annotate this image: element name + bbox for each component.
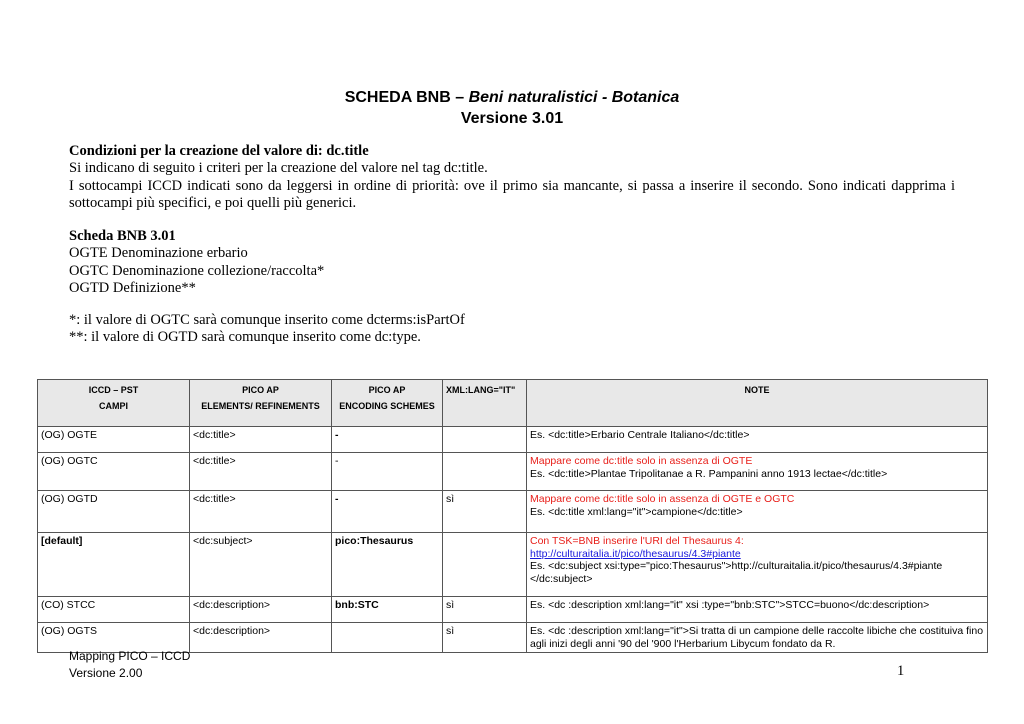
cell-scheme [332, 623, 443, 653]
header-pico-schemes [332, 380, 443, 427]
cell-campo: [default] [38, 533, 190, 597]
note-red-text: Mappare come dc:title solo in assenza di OGTE e OGTC [530, 493, 795, 505]
header-iccd [38, 380, 190, 427]
intro-heading: Condizioni per la creazione del valore di: dc.title [69, 143, 369, 159]
cell-lang [443, 533, 527, 597]
cell-scheme: pico:Thesaurus [332, 533, 443, 597]
intro-line-2: I sottocampi ICCD indicati sono da leggersi in ordine di priorità: ove il primo sia mancante, si passa a inserire il secondo. Sono indicati dapprima i sottocampi più specifici, e poi quelli più generici. [69, 177, 955, 211]
cell-element: <dc:subject> [190, 533, 332, 597]
title-prefix: SCHEDA BNB – [344, 89, 469, 106]
cell-lang [443, 453, 527, 491]
cell-scheme: - [332, 491, 443, 533]
title-italic: Beni naturalistici - Botanica [468, 89, 680, 106]
cell-scheme: - [332, 453, 443, 491]
header-note: NOTE [527, 380, 988, 427]
cell-lang: sì [443, 623, 527, 653]
header-pico-elements-line1: PICO AP [242, 385, 279, 395]
cell-campo: (OG) OGTC [38, 453, 190, 491]
note-1: *: il valore di OGTC sarà comunque inserito come dcterms:isPartOf [69, 312, 465, 328]
footer-line-1: Mapping PICO – ICCD [69, 649, 191, 663]
cell-element: <dc:description> [190, 623, 332, 653]
scheda-item: OGTE Denominazione erbario [69, 245, 248, 262]
intro-line-1: Si indicano di seguito i criteri per la creazione del valore nel tag dc:title. [69, 160, 488, 177]
footer-line-2: Versione 2.00 [69, 666, 143, 680]
note-red-text: Con TSK=BNB inserire l'URI del Thesaurus 4: [530, 535, 744, 547]
header-pico-elements-line2: ELEMENTS/ REFINEMENTS [201, 400, 320, 411]
table-header-row [38, 380, 988, 427]
cell-element: <dc:description> [190, 597, 332, 623]
header-pico-elements [190, 380, 332, 427]
note-text: Es. <dc:title>Erbario Centrale Italiano</dc:title> [530, 429, 750, 441]
table-row [38, 427, 988, 453]
cell-lang: sì [443, 597, 527, 623]
header-iccd-line1: ICCD – PST [88, 385, 139, 395]
cell-note [527, 427, 988, 453]
cell-note [527, 623, 988, 653]
note-text: Es. <dc:title xml:lang="it">campione</dc:title> [530, 505, 743, 518]
cell-campo: (CO) STCC [38, 597, 190, 623]
table-row [38, 491, 988, 533]
mapping-table [37, 379, 988, 653]
header-xml-lang: XML:LANG="IT" [443, 380, 527, 427]
cell-element: <dc:title> [190, 453, 332, 491]
page-number: 1 [897, 663, 905, 679]
cell-note [527, 597, 988, 623]
cell-note [527, 491, 988, 533]
table-row [38, 533, 988, 597]
document-version: Versione 3.01 [460, 110, 564, 127]
table-row [38, 597, 988, 623]
note-text: Es. <dc :description xml:lang="it">Si tratta di un campione delle raccolte libiche che costituiva fino agli inizi degli anni '90 del '900 l'Herbarium Libycum fondato da R. [530, 625, 984, 650]
cell-campo: (OG) OGTD [38, 491, 190, 533]
cell-scheme: - [332, 427, 443, 453]
intro-section [69, 143, 955, 212]
note-red-text: Mappare come dc:title solo in assenza di OGTE [530, 455, 753, 467]
note-text: Es. <dc :description xml:lang="it" xsi :type="bnb:STC">STCC=buono</dc:description> [530, 599, 930, 611]
table-row [38, 453, 988, 491]
cell-lang [443, 427, 527, 453]
note-text: Es. <dc:title>Plantae Tripolitanae a R. Pampanini anno 1913 lectae</dc:title> [530, 467, 888, 480]
page-footer [69, 648, 190, 682]
cell-campo: (OG) OGTS [38, 623, 190, 653]
cell-scheme: bnb:STC [332, 597, 443, 623]
scheda-heading: Scheda BNB 3.01 [69, 228, 176, 244]
scheda-section [69, 228, 955, 297]
cell-campo: (OG) OGTE [38, 427, 190, 453]
notes-section [69, 312, 955, 347]
header-iccd-line2: CAMPI [99, 400, 128, 411]
note-text: Es. <dc:subject xsi:type="pico:Thesaurus">http://culturaitalia.it/pico/thesaurus/4.3#piante </dc:subject> [530, 560, 943, 585]
scheda-item: OGTC Denominazione collezione/raccolta* [69, 262, 325, 279]
cell-element: <dc:title> [190, 491, 332, 533]
header-pico-schemes-line1: PICO AP [368, 385, 406, 395]
thesaurus-link[interactable]: http://culturaitalia.it/pico/thesaurus/4.3#piante [530, 547, 741, 560]
document-title [0, 89, 1024, 107]
cell-lang: sì [443, 491, 527, 533]
note-2: **: il valore di OGTD sarà comunque inserito come dc:type. [69, 329, 421, 346]
cell-note [527, 533, 988, 597]
cell-note [527, 453, 988, 491]
scheda-item: OGTD Definizione** [69, 279, 196, 296]
header-pico-schemes-line2: ENCODING SCHEMES [339, 400, 435, 411]
cell-element: <dc:title> [190, 427, 332, 453]
